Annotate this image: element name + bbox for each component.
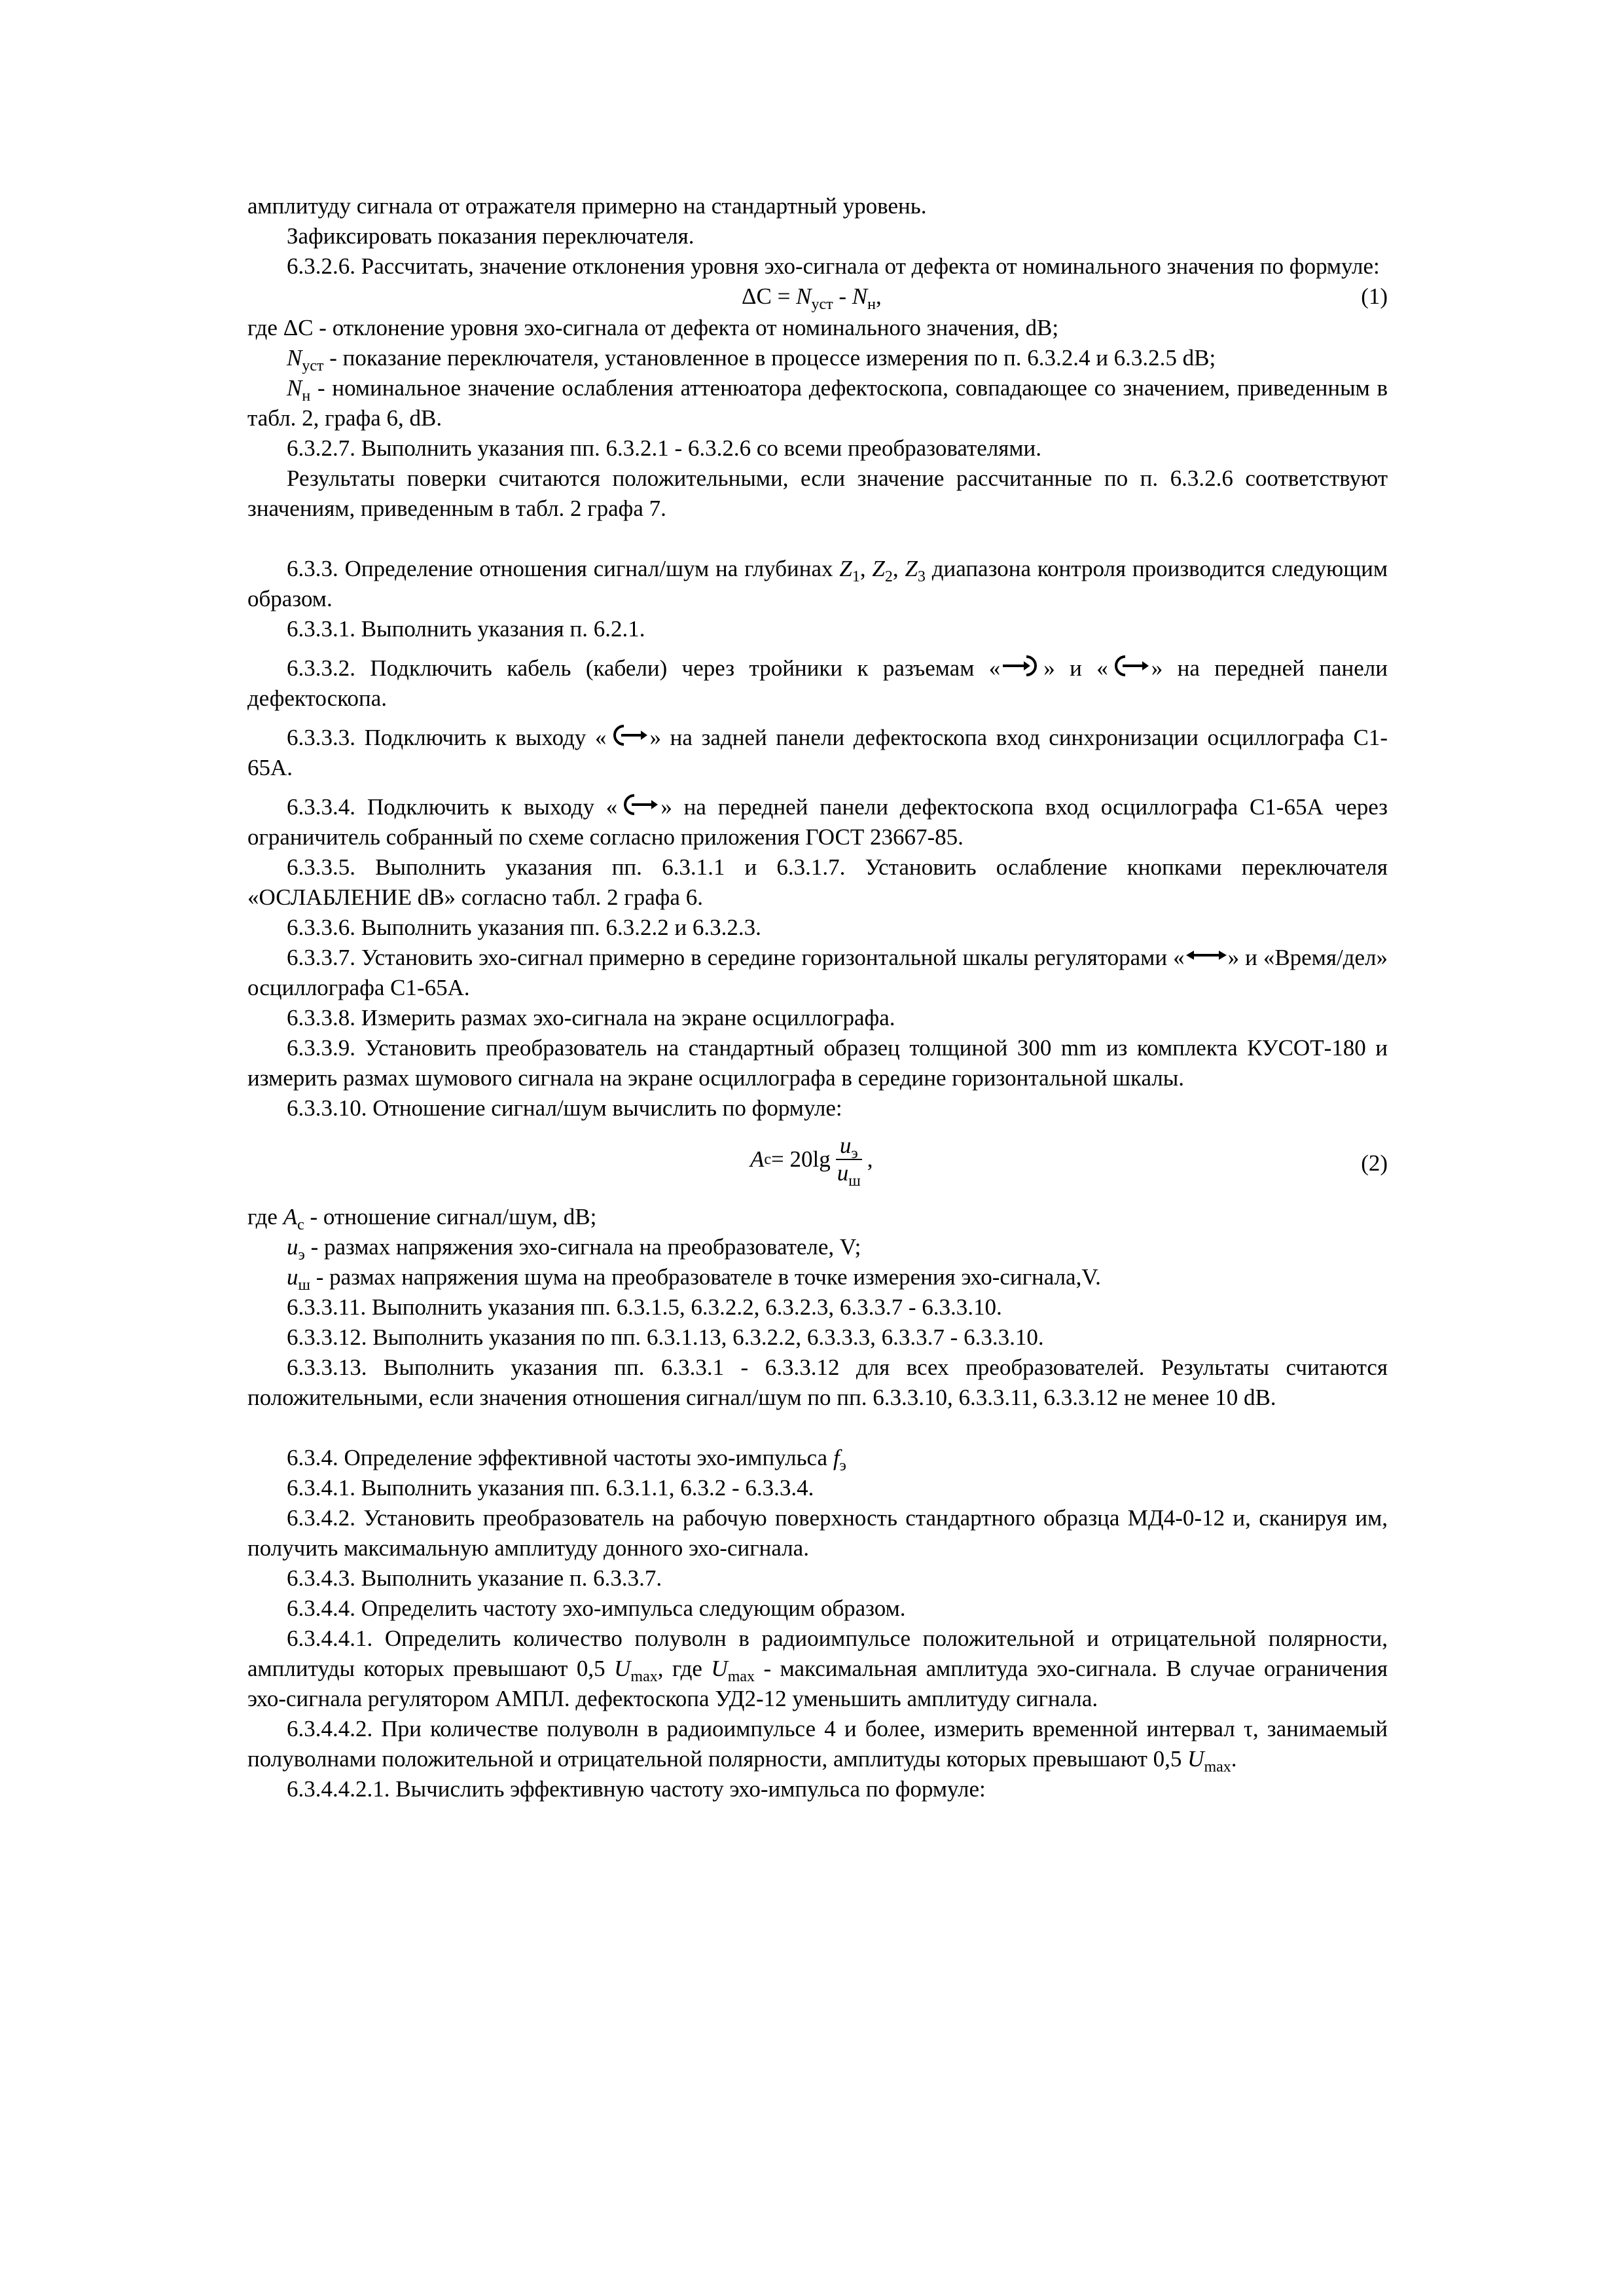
paragraph: 6.3.4.4.2.1. Вычислить эффективную частоту эхо-импульса по формуле: xyxy=(287,1776,986,1802)
paragraph: 6.3.4.4. Определить частоту эхо-импульса следующим образом. xyxy=(287,1595,906,1621)
paragraph: 6.3.3.9. Установить преобразователь на стандартный образец толщиной 300 mm из комплекта КУСОТ-180 и измерить размах шумового сигнала на экране осциллографа в середине горизонтальной шкалы. xyxy=(247,1035,1388,1091)
paragraph: 6.3.4.4.2. При количестве полуволн в радиоимпульсе 4 и более, измерить временной интервал τ, занимаемый полуволнами положительной и отрицательной полярности, амплитуды которых превышают 0,5 $U_{max}$. xyxy=(247,1716,1388,1776)
paragraph: $N_{уст}$ - показание переключателя, установленное в процессе измерения по п. 6.3.2.4 и 6.3.2.5 dB; xyxy=(287,345,1216,374)
connector-output-icon xyxy=(617,792,660,817)
paragraph: 6.3.3.11. Выполнить указания пп. 6.3.1.5, 6.3.2.2, 6.3.2.3, 6.3.3.7 - 6.3.3.10. xyxy=(287,1294,1002,1320)
paragraph: 6.3.3.10. Отношение сигнал/шум вычислить по формуле: xyxy=(287,1095,842,1121)
paragraph: 6.3.3.4. Подключить к выходу « » на передней панели дефектоскопа вход осциллографа С1-65А через ограничитель собранный по схеме согласно приложения ГОСТ 23667-85. xyxy=(247,792,1388,852)
paragraph: где ΔC - отклонение уровня эхо-сигнала от дефекта от номинального значения, dB; xyxy=(247,315,1059,340)
paragraph: 6.3.3.13. Выполнить указания пп. 6.3.3.1 - 6.3.3.12 для всех преобразователей. Результаты считаются положительными, если значения отношения сигнал/шум по пп. 6.3.3.10, 6.3.3.11, 6.3.3.12 не менее 10 dB. xyxy=(247,1355,1388,1410)
double-arrow-icon xyxy=(1185,943,1228,968)
paragraph: 6.3.2.7. Выполнить указания пп. 6.3.2.1 - 6.3.2.6 со всеми преобразователями. xyxy=(287,435,1042,461)
connector-output-icon xyxy=(1108,653,1151,678)
paragraph: Зафиксировать показания переключателя. xyxy=(287,223,695,249)
paragraph: 6.3.3.6. Выполнить указания пп. 6.3.2.2 и 6.3.2.3. xyxy=(287,915,761,940)
paragraph: 6.3.3.8. Измерить размах эхо-сигнала на экране осциллографа. xyxy=(287,1005,895,1030)
equation-2-formula: A с = 20lg $\frac{u_э}{u_ш}$ , xyxy=(750,1133,873,1190)
equation-1 xyxy=(247,282,1388,313)
paragraph: 6.3.3.5. Выполнить указания пп. 6.3.1.1 и 6.3.1.7. Установить ослабление кнопками переключателя «ОСЛАБЛЕНИЕ dB» согласно табл. 2 графа 6. xyxy=(247,854,1388,910)
paragraph: 6.3.4. Определение эффективной частоты эхо-импульса $f_э$ xyxy=(287,1445,846,1474)
paragraph: $N_н$ - номинальное значение ослабления аттенюатора дефектоскопа, совпадающее со значением, приведенным в табл. 2, графа 6, dB. xyxy=(247,375,1388,431)
paragraph: $u_ш$ - размах напряжения шума на преобразователе в точке измерения эхо-сигнала,V. xyxy=(287,1264,1101,1294)
paragraph: 6.3.4.1. Выполнить указания пп. 6.3.1.1, 6.3.2 - 6.3.3.4. xyxy=(287,1475,814,1501)
paragraph: 6.3.2.6. Рассчитать, значение отклонения уровня эхо-сигнала от дефекта от номинального значения по формуле: xyxy=(287,253,1380,279)
paragraph: 6.3.3.7. Установить эхо-сигнал примерно в середине горизонтальной шкалы регуляторами « » и «Время/дел» осциллографа С1-65А. xyxy=(247,943,1388,1003)
paragraph: 6.3.3.12. Выполнить указания по пп. 6.3.1.13, 6.3.2.2, 6.3.3.3, 6.3.3.7 - 6.3.3.10. xyxy=(287,1324,1044,1350)
connector-output-icon xyxy=(607,723,650,748)
equation-1-formula: $\Delta C = N_{уст} - N_н$, xyxy=(742,283,882,313)
paragraph: 6.3.3.3. Подключить к выходу « » на задней панели дефектоскопа вход синхронизации осциллографа С1-65А. xyxy=(247,723,1388,783)
paragraph: 6.3.4.3. Выполнить указание п. 6.3.3.7. xyxy=(287,1565,662,1591)
paragraph: амплитуду сигнала от отражателя примерно на стандартный уровень. xyxy=(247,193,927,219)
paragraph: 6.3.4.2. Установить преобразователь на рабочую поверхность стандартного образца МД4-0-12 и, сканируя им, получить максимальную амплитуду донного эхо-сигнала. xyxy=(247,1505,1388,1561)
equation-2-fraction: $\frac{u_э}{u_ш}$ xyxy=(837,1133,861,1190)
equation-2 xyxy=(247,1123,1388,1202)
document-body xyxy=(247,191,1388,1804)
connector-input-icon xyxy=(1000,653,1043,678)
paragraph: где $A_с$ - отношение сигнал/шум, dB; xyxy=(247,1204,597,1233)
paragraph: 6.3.3.1. Выполнить указания п. 6.2.1. xyxy=(287,616,645,642)
equation-1-number: (1) xyxy=(1361,283,1388,309)
paragraph: $u_э$ - размах напряжения эхо-сигнала на преобразователе, V; xyxy=(287,1234,861,1264)
paragraph: 6.3.4.4.1. Определить количество полуволн в радиоимпульсе положительной и отрицательной полярности, амплитуды которых превышают 0,5 $U_{max}$, где $U_{max}$ - максимальная амплитуда эхо-сигнала. В случае ограничения эхо-сигнала регулятором АМПЛ. дефектоскопа УД2-12 уменьшить амплитуду сигнала. xyxy=(247,1626,1388,1711)
equation-2-number: (2) xyxy=(1361,1150,1388,1176)
paragraph: Результаты поверки считаются положительными, если значение рассчитанные по п. 6.3.2.6 соответствуют значениям, приведенным в табл. 2 графа 7. xyxy=(247,465,1388,521)
paragraph: 6.3.3. Определение отношения сигнал/шум на глубинах $Z_1$, $Z_2$, $Z_3$ диапазона контроля производится следующим образом. xyxy=(247,556,1388,611)
paragraph: 6.3.3.2. Подключить кабель (кабели) через тройники к разъемам « » и « » на передней панели дефектоскопа. xyxy=(247,653,1388,714)
